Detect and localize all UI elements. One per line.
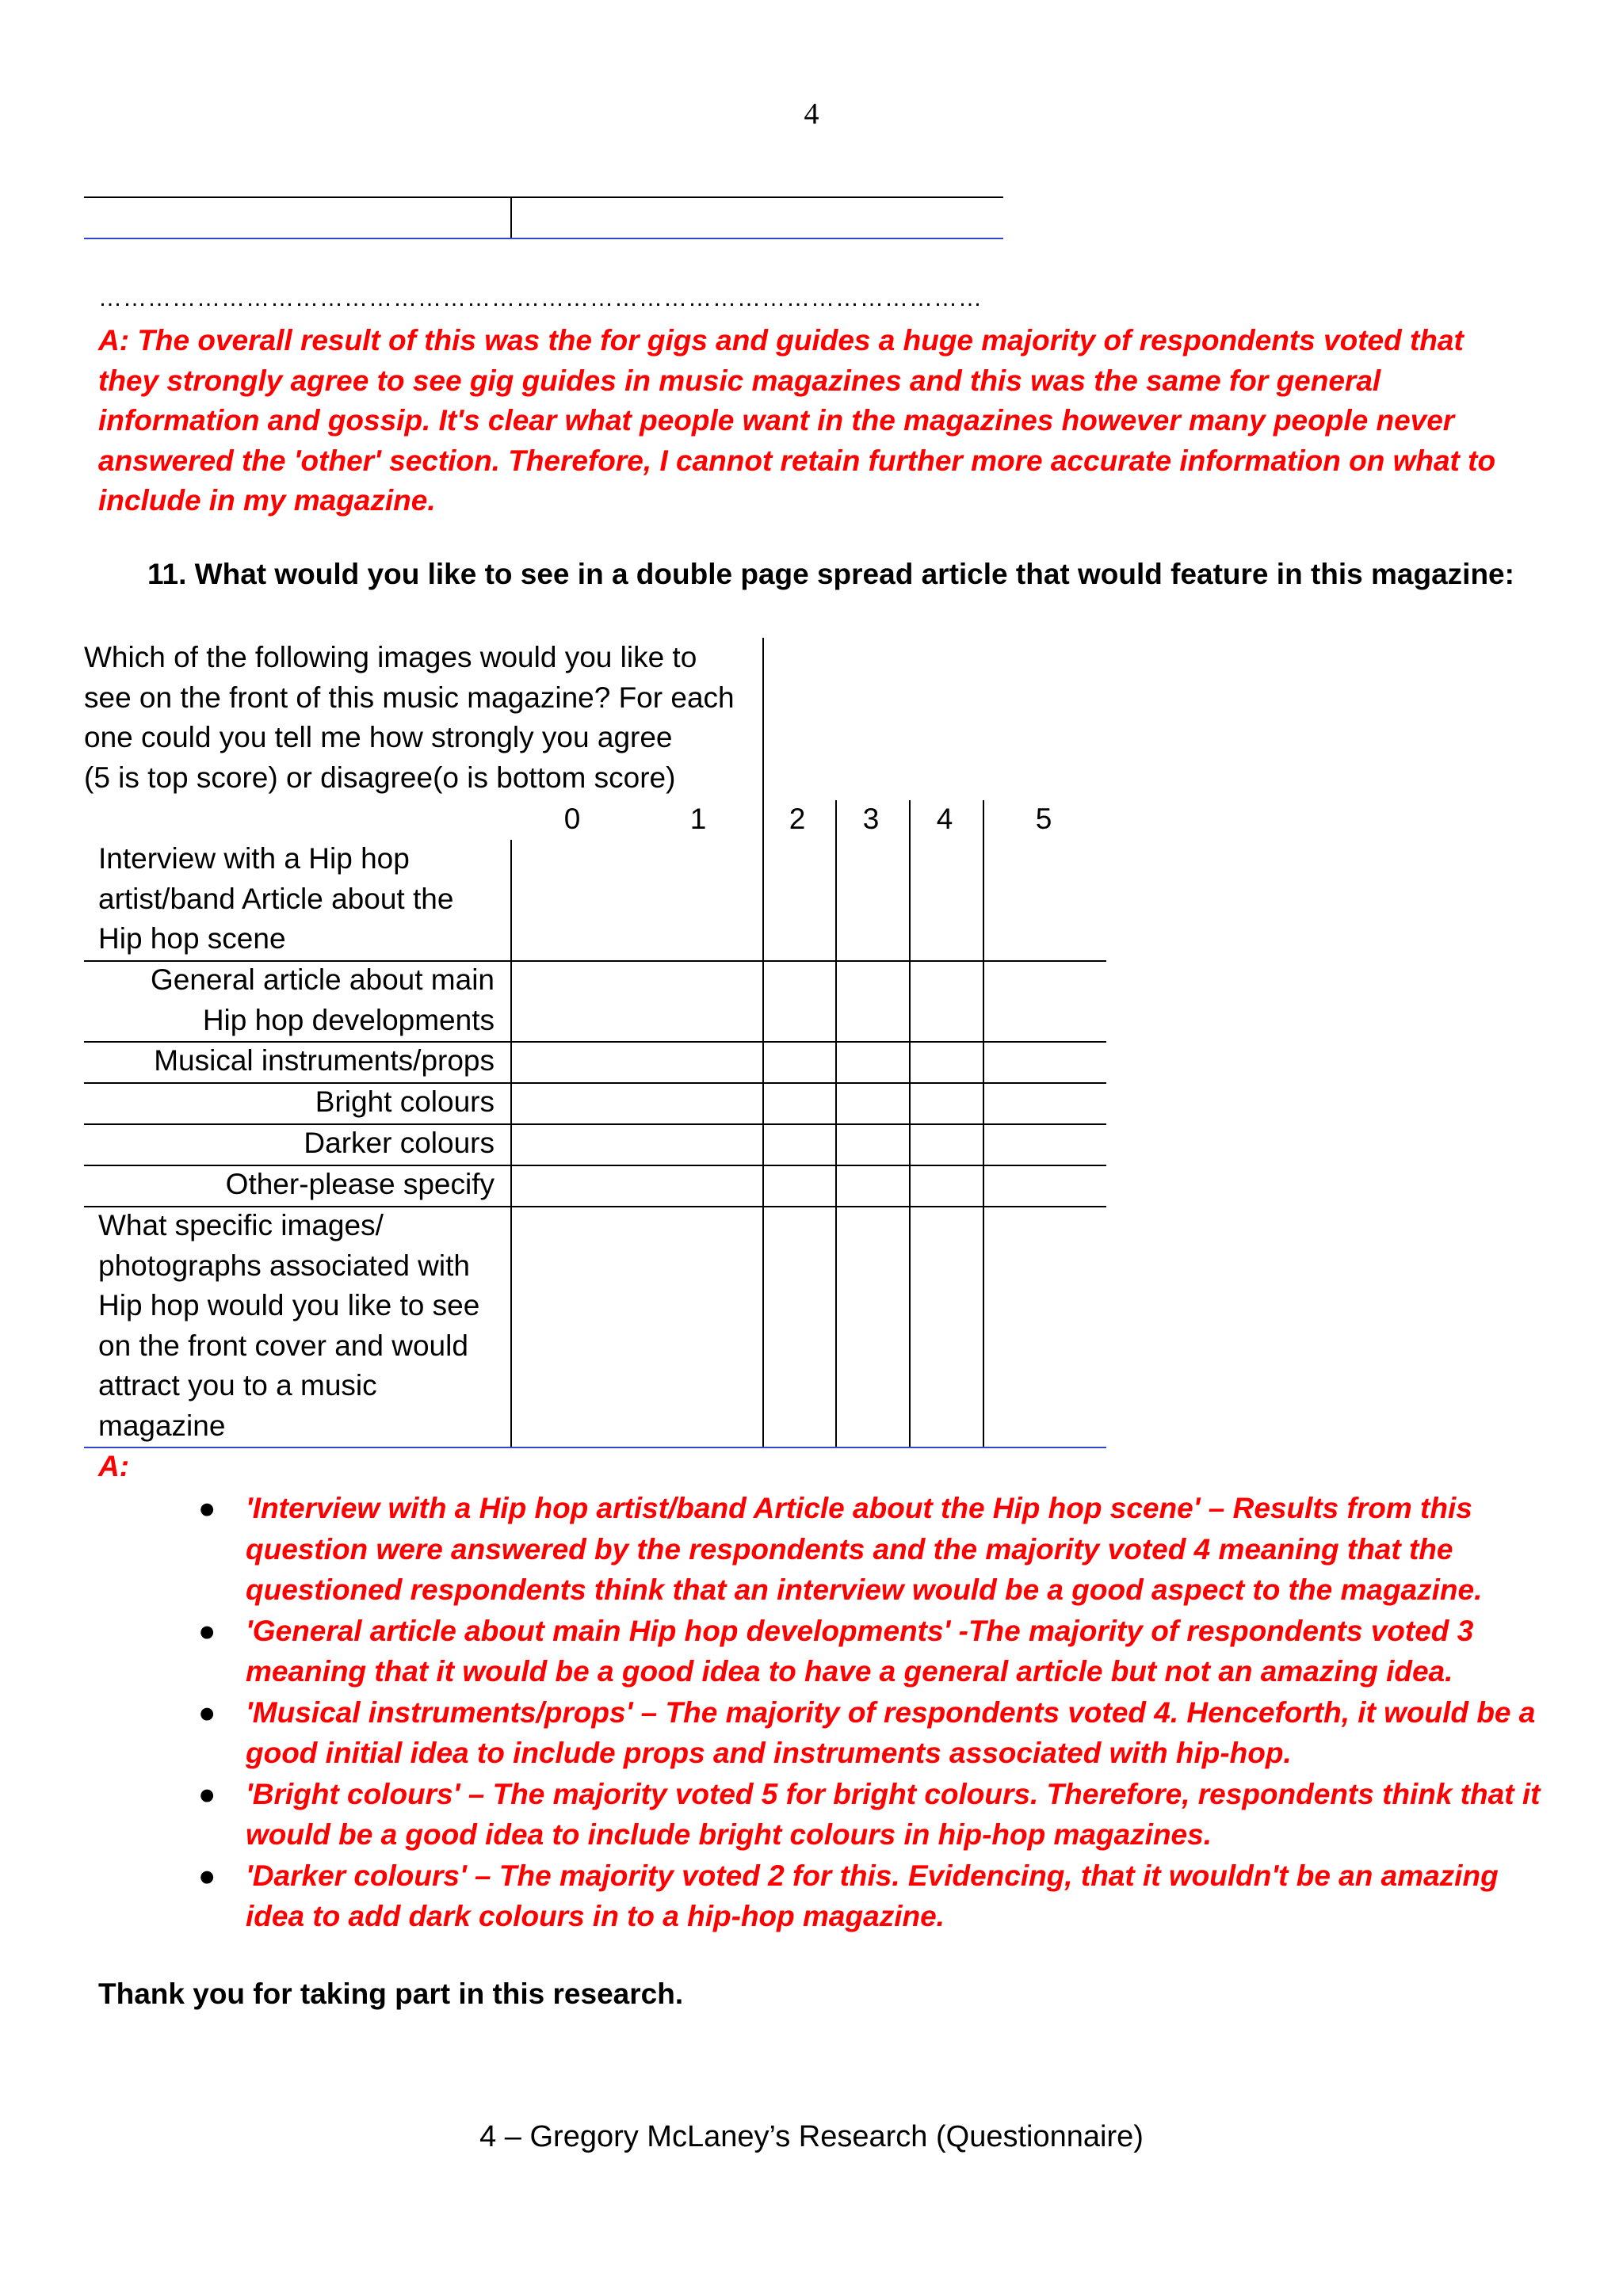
bullet-icon: ● <box>198 1695 216 1729</box>
intro-line: Which of the following images would you like to <box>84 641 697 673</box>
bullet-icon: ● <box>198 1777 216 1810</box>
row-label-interview: Interview with a Hip hop artist/band Article about the Hip hop scene <box>98 842 454 955</box>
answer-label: A: <box>98 1450 130 1482</box>
table-top-rule <box>84 196 1003 198</box>
intro-line: one could you tell me how strongly you agree <box>84 721 673 753</box>
row-label-specific-images: What specific images/ photographs associated with Hip hop would you like to see on the front cover and would attract you to a music magazine <box>98 1209 480 1442</box>
closing-text: Thank you for taking part in this research. <box>98 1978 684 2010</box>
question-intro <box>84 638 773 798</box>
page-footer: 4 – Gregory McLaney’s Research (Questionnaire) <box>479 2120 1144 2153</box>
bullet-icon: ● <box>198 1614 216 1647</box>
scale-4: 4 <box>936 803 953 835</box>
question-11-title: 11. What would you like to see in a double page spread article that would feature in this magazine: <box>147 558 1514 590</box>
scale-0: 0 <box>563 803 581 835</box>
scale-2: 2 <box>789 803 806 835</box>
bullet-icon: ● <box>198 1859 216 1892</box>
row-label-general-article: General article about main Hip hop developments <box>151 963 495 1036</box>
grid-bottom-line <box>84 1447 1106 1448</box>
grid-col-line <box>510 840 512 1448</box>
answer-dotted-line: ……………………………………………………………………………………………… <box>98 285 983 311</box>
list-item: ● 'Darker colours' – The majority voted 2 for this. Evidencing, that it wouldn't be an amazing idea to add dark colours in to a hip-hop magazine. <box>198 1855 1545 1937</box>
row-label-other: Other-please specify <box>225 1168 495 1200</box>
row-label-instruments: Musical instruments/props <box>154 1044 495 1077</box>
list-item: ● 'Bright colours' – The majority voted 5 for bright colours. Therefore, respondents think that it would be a good idea to include bright colours in hip-hop magazines. <box>198 1774 1545 1855</box>
grid-row-line <box>84 1123 1106 1125</box>
intro-divider <box>762 638 764 800</box>
scale-3: 3 <box>862 803 880 835</box>
bullet-icon: ● <box>198 1492 216 1524</box>
intro-line: (5 is top score) or disagree(o is bottom score) <box>84 761 676 794</box>
answer-bullet-list <box>198 1488 1545 1937</box>
scale-5: 5 <box>1035 803 1052 835</box>
list-item: ● 'General article about main Hip hop developments' -The majority of respondents voted 3 meaning that it would be a good idea to have a general article but not an amazing idea. <box>198 1611 1545 1692</box>
table-top-divider <box>510 196 512 238</box>
page-number: 4 <box>804 97 819 131</box>
list-item: ● 'Musical instruments/props' – The majority of respondents voted 4. Henceforth, it would be a good initial idea to include props and instruments associated with hip-hop. <box>198 1692 1545 1774</box>
previous-answer-text: A: The overall result of this was the for gigs and guides a huge majority of respondents voted that they strongly agree to see gig guides in music magazines and this was the same for general information and gossip. It's clear what people want in the magazines however many people never answered the 'other' section. Therefore, I cannot retain further more accurate information on what to include in my magazine. <box>98 324 1496 517</box>
intro-line: see on the front of this music magazine? For each <box>84 681 735 714</box>
table-bottom-rule <box>84 238 1003 239</box>
list-item: ● 'Interview with a Hip hop artist/band Article about the Hip hop scene' – Results from this question were answered by the respondents and the majority voted 4 meaning that the questioned respondents think that an interview would be a good aspect to the magazine. <box>198 1488 1545 1611</box>
scale-1: 1 <box>689 803 707 835</box>
row-label-bright-colours: Bright colours <box>315 1085 495 1118</box>
grid-row-line <box>84 1082 1106 1084</box>
row-label-darker-colours: Darker colours <box>304 1127 495 1159</box>
